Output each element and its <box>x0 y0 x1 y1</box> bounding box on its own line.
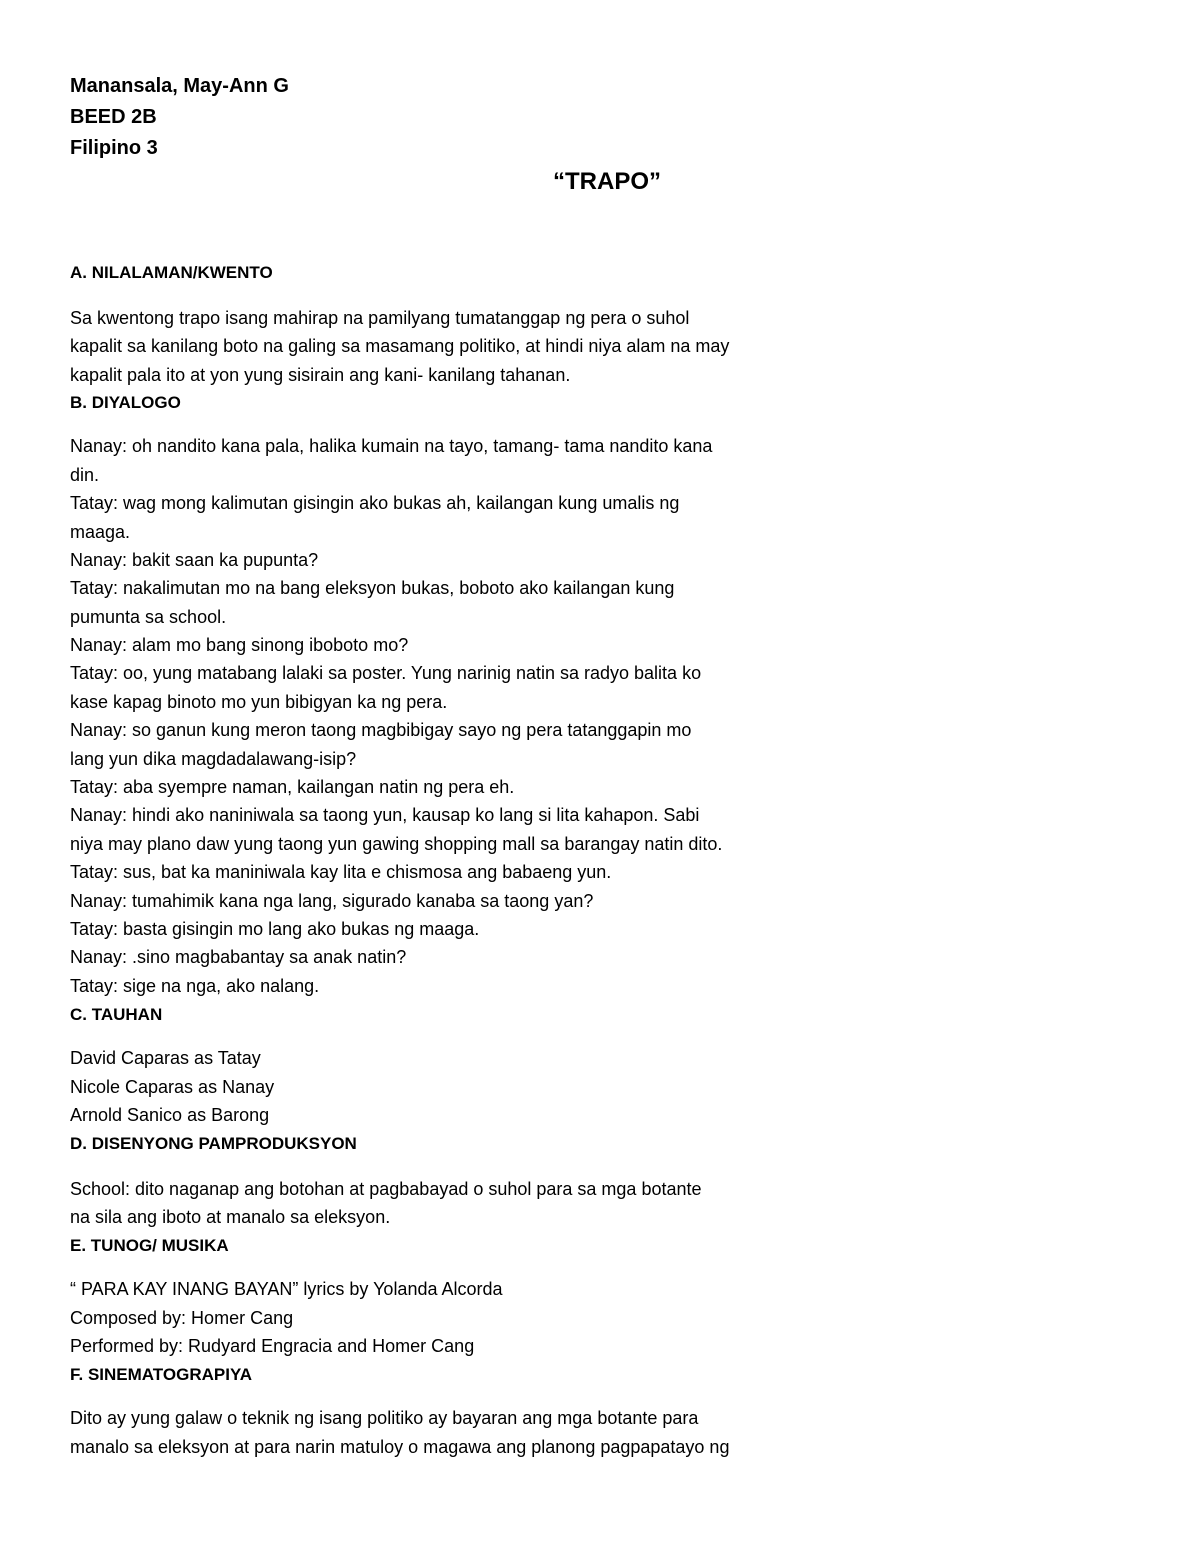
cast-line: Nicole Caparas as Nanay <box>70 1077 275 1097</box>
dialogue-line: Tatay: aba syempre naman, kailangan natin ng pera eh. <box>70 777 515 797</box>
dialogue-line: lang yun dika magdadalawang-isip? <box>70 749 357 769</box>
section-heading-tauhan: C. TAUHAN <box>70 1005 163 1024</box>
section-heading-sinematograpiya: F. SINEMATOGRAPIYA <box>70 1365 252 1384</box>
dialogue-line: kase kapag binoto mo yun bibigyan ka ng pera. <box>70 692 448 712</box>
dialogue-line: maaga. <box>70 522 131 542</box>
dialogue-line: Tatay: sus, bat ka maniniwala kay lita e chismosa ang babaeng yun. <box>70 862 612 882</box>
dialogue-line: Tatay: nakalimutan mo na bang eleksyon bukas, boboto ako kailangan kung <box>70 578 675 598</box>
document-title: “TRAPO” <box>553 168 661 195</box>
dialogue-line: Nanay: tumahimik kana nga lang, sigurado kanaba sa taong yan? <box>70 891 594 911</box>
paragraph-line: Sa kwentong trapo isang mahirap na pamilyang tumatanggap ng pera o suhol <box>70 308 690 328</box>
subject-label: Filipino 3 <box>70 137 158 159</box>
music-line: “ PARA KAY INANG BAYAN” lyrics by Yolanda Alcorda <box>70 1279 503 1299</box>
paragraph-line: kapalit pala ito at yon yung sisirain ang kani- kanilang tahanan. <box>70 365 571 385</box>
music-line: Performed by: Rudyard Engracia and Homer Cang <box>70 1336 475 1356</box>
dialogue-line: Nanay: oh nandito kana pala, halika kumain na tayo, tamang- tama nandito kana <box>70 436 713 456</box>
paragraph-line: School: dito naganap ang botohan at pagbabayad o suhol para sa mga botante <box>70 1179 702 1199</box>
dialogue-line: Nanay: bakit saan ka pupunta? <box>70 550 319 570</box>
paragraph-line: na sila ang iboto at manalo sa eleksyon. <box>70 1207 391 1227</box>
paragraph-line: manalo sa eleksyon at para narin matuloy o magawa ang planong pagpapatayo ng <box>70 1437 730 1457</box>
dialogue-line: Tatay: sige na nga, ako nalang. <box>70 976 320 996</box>
section-heading-tunog: E. TUNOG/ MUSIKA <box>70 1236 229 1255</box>
student-section: BEED 2B <box>70 106 157 128</box>
dialogue-line: Tatay: wag mong kalimutan gisingin ako bukas ah, kailangan kung umalis ng <box>70 493 680 513</box>
paragraph-line: kapalit sa kanilang boto na galing sa masamang politiko, at hindi niya alam na may <box>70 336 730 356</box>
dialogue-line: pumunta sa school. <box>70 607 227 627</box>
section-heading-disenyo: D. DISENYONG PAMPRODUKSYON <box>70 1134 357 1153</box>
cast-line: David Caparas as Tatay <box>70 1048 261 1068</box>
dialogue-line: niya may plano daw yung taong yun gawing shopping mall sa barangay natin dito. <box>70 834 723 854</box>
music-line: Composed by: Homer Cang <box>70 1308 294 1328</box>
cast-line: Arnold Sanico as Barong <box>70 1105 270 1125</box>
paragraph-line: Dito ay yung galaw o teknik ng isang politiko ay bayaran ang mga botante para <box>70 1408 699 1428</box>
dialogue-line: Tatay: basta gisingin mo lang ako bukas ng maaga. <box>70 919 480 939</box>
section-heading-diyalogo: B. DIYALOGO <box>70 393 181 412</box>
dialogue-line: din. <box>70 465 100 485</box>
dialogue-line: Nanay: alam mo bang sinong iboboto mo? <box>70 635 409 655</box>
section-heading-nilalaman: A. NILALAMAN/KWENTO <box>70 263 273 282</box>
dialogue-line: Nanay: hindi ako naniniwala sa taong yun, kausap ko lang si lita kahapon. Sabi <box>70 805 700 825</box>
student-name: Manansala, May-Ann G <box>70 75 289 97</box>
dialogue-line: Nanay: so ganun kung meron taong magbibigay sayo ng pera tatanggapin mo <box>70 720 692 740</box>
dialogue-line: Tatay: oo, yung matabang lalaki sa poster. Yung narinig natin sa radyo balita ko <box>70 663 702 683</box>
dialogue-line: Nanay: .sino magbabantay sa anak natin? <box>70 947 407 967</box>
